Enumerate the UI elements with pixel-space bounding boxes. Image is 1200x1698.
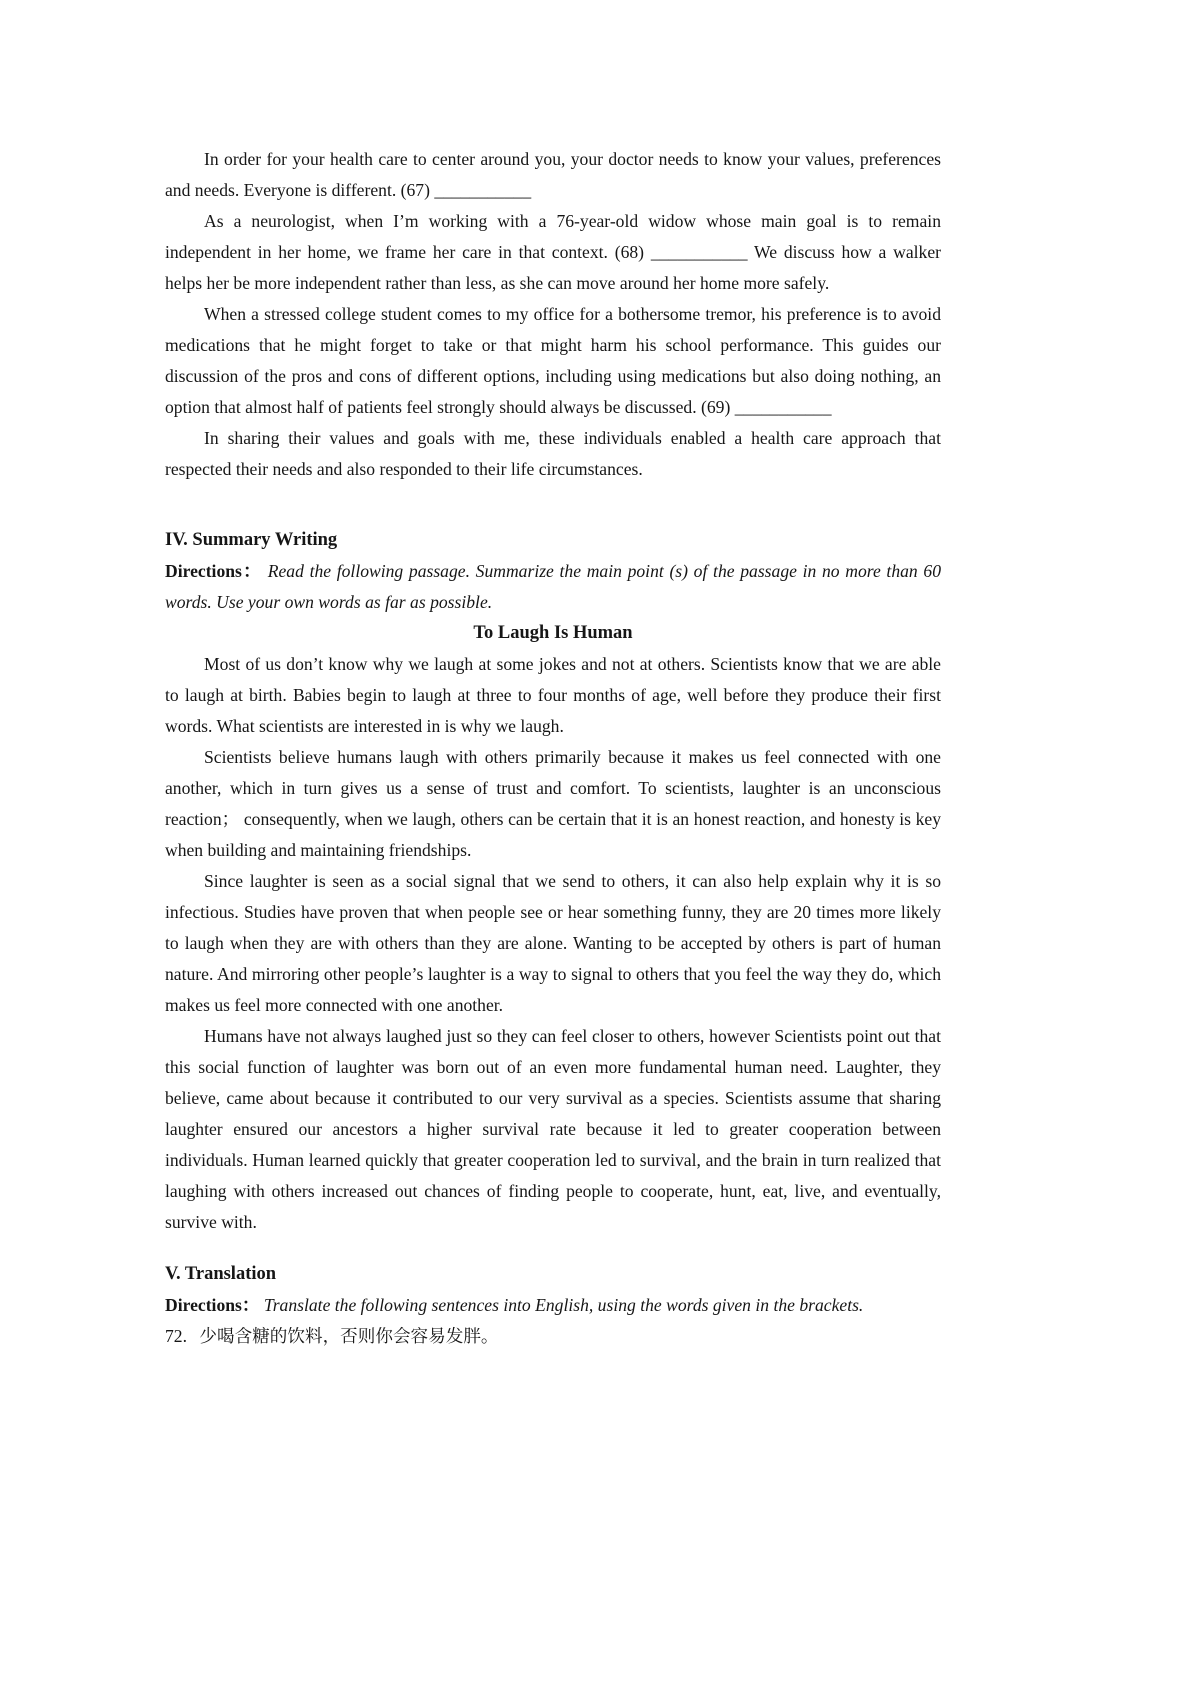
item-number: 72. [165, 1326, 187, 1346]
passage-paragraph: As a neurologist, when I’m working with a 76-year-old widow whose main goal is to remain independent in her home, we frame her care in that context. (68) ___________ We discuss how a walker helps her be more independent rather than less, as she can move around her home more safely. [165, 211, 941, 293]
summary-passage-paragraph: Scientists believe humans laugh with others primarily because it makes us feel connected with one another, which in turn gives us a sense of trust and comfort. To scientists, laughter is an unconscious reaction； consequently, when we laugh, others can be certain that it is an honest reaction, and honesty is key when building and maintaining friendships. [165, 747, 941, 860]
summary-directions [165, 556, 941, 618]
directions-text: Read the following passage. Summarize the main point (s) of the passage in no more than 60 words. Use your own words as far as possible. [165, 561, 941, 612]
translation-item [165, 1321, 941, 1352]
passage-title: To Laugh Is Human [473, 623, 633, 643]
section-heading-summary-writing: IV. Summary Writing [165, 530, 338, 550]
passage-paragraph: In sharing their values and goals with me, these individuals enabled a health care approach that respected their needs and also responded to their life circumstances. [165, 428, 941, 479]
directions-label: Directions： [165, 1295, 260, 1315]
section-heading-translation: V. Translation [165, 1264, 277, 1284]
passage-paragraph: In order for your health care to center around you, your doctor needs to know your values, preferences and needs. Everyone is different. (67) ___________ [165, 149, 941, 200]
translation-directions [165, 1290, 941, 1321]
item-text: 少喝含糖的饮料，否则你会容易发胖。 [199, 1326, 499, 1346]
page-content [165, 144, 941, 1352]
directions-text: Translate the following sentences into English, using the words given in the brackets. [263, 1295, 864, 1315]
summary-passage-paragraph: Since laughter is seen as a social signal that we send to others, it can also help explain why it is so infectious. Studies have proven that when people see or hear something funny, they are 20 times more likely to laugh when they are with others than they are alone. Wanting to be accepted by others is part of human nature. And mirroring other people’s laughter is a way to signal to others that you feel the way they do, which makes us feel more connected with one another. [165, 871, 941, 1015]
passage-paragraph: When a stressed college student comes to my office for a bothersome tremor, his preference is to avoid medications that he might forget to take or that might harm his school performance. This guides our discussion of the pros and cons of different options, including using medications but also doing nothing, an option that almost half of patients feel strongly should always be discussed. (69) ___________ [165, 304, 941, 417]
directions-label: Directions： [165, 561, 263, 581]
summary-passage-paragraph: Most of us don’t know why we laugh at some jokes and not at others. Scientists know that we are able to laugh at birth. Babies begin to laugh at three to four months of age, well before they produce their first words. What scientists are interested in is why we laugh. [165, 654, 941, 736]
summary-passage-paragraph: Humans have not always laughed just so they can feel closer to others, however Scientists point out that this social function of laughter was born out of an even more fundamental human need. Laughter, they believe, came about because it contributed to our very survival as a species. Scientists assume that sharing laughter ensured our ancestors a higher survival rate because it led to greater cooperation between individuals. Human learned quickly that greater cooperation led to survival, and the brain in turn realized that laughing with others increased out chances of finding people to cooperate, hunt, eat, live, and eventually, survive with. [165, 1026, 941, 1232]
